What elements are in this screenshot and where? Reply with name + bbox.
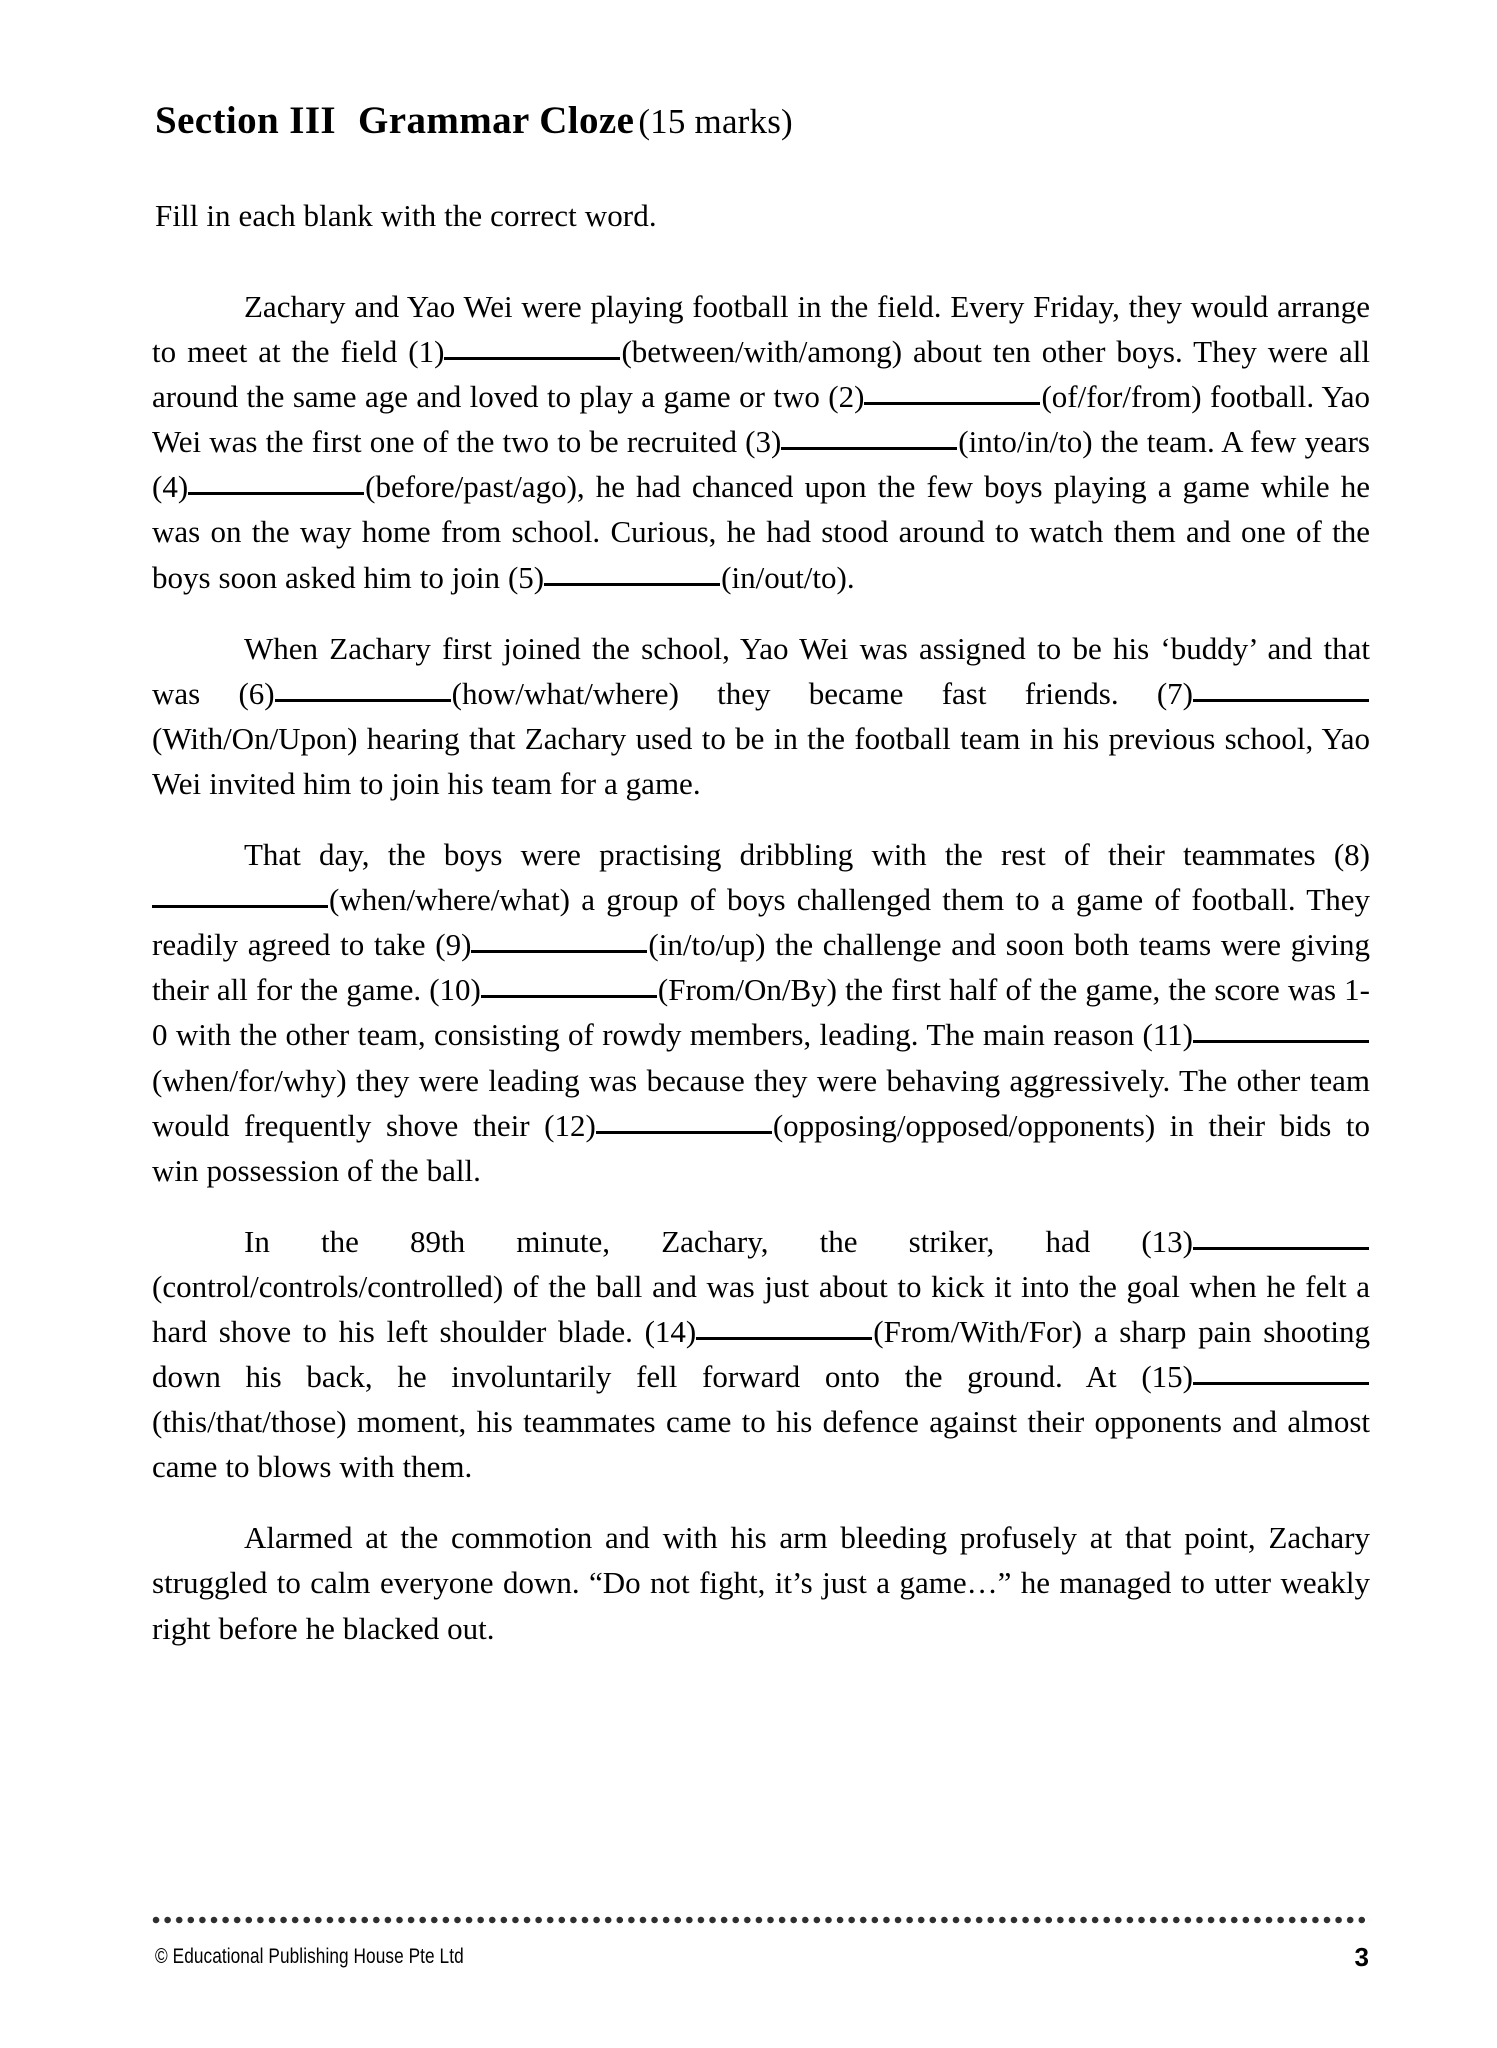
blank-number: (13) <box>1141 1223 1193 1259</box>
footer-copyright: © Educational Publishing House Pte Ltd <box>155 1945 464 1968</box>
answer-blank[interactable] <box>275 676 451 701</box>
answer-blank[interactable] <box>188 470 364 495</box>
answer-options: (how/what/where) <box>451 675 679 711</box>
passage-paragraph <box>152 626 1370 806</box>
passage-text: . <box>846 559 855 595</box>
blank-number: (11) <box>1142 1017 1193 1053</box>
answer-blank[interactable] <box>781 425 957 450</box>
section-marks: (15 marks) <box>638 102 793 141</box>
blank-number: (4) <box>152 469 189 505</box>
passage-paragraph <box>152 1219 1370 1490</box>
blank-number: (12) <box>544 1107 596 1143</box>
answer-options: (in/out/to) <box>721 559 847 595</box>
answer-options: (of/for/from) <box>1041 379 1202 415</box>
answer-blank[interactable] <box>1193 1224 1369 1249</box>
passage-text: the team. A few years <box>1092 424 1370 460</box>
passage-text: the first half of the game, the score was 1-0 with the other team, consisting of rowdy members, leading. The main reason <box>152 972 1370 1053</box>
passage-text: they were leading was because they were behaving aggressively. The other team would frequently shove their <box>152 1062 1370 1143</box>
answer-options: (when/for/why) <box>152 1062 347 1098</box>
footer-divider <box>152 1916 1370 1924</box>
blank-number: (15) <box>1141 1359 1193 1395</box>
passage-text: football. Yao Wei was the first one of the two to be recruited <box>152 379 1370 460</box>
blank-number: (1) <box>408 334 445 370</box>
blank-number: (2) <box>828 379 865 415</box>
answer-blank[interactable] <box>696 1315 872 1340</box>
passage-text: Alarmed at the commotion and with his arm bleeding profusely at that point, Zachary struggled to calm everyone down. “Do not fight, it’s just a game…” he managed to utter weakly right before he blacked out. <box>152 1520 1370 1646</box>
blank-number: (7) <box>1156 675 1193 711</box>
answer-options: (opposing/opposed/opponents) <box>772 1107 1156 1143</box>
passage-text: That day, the boys were practising dribbling with the rest of their teammates <box>244 837 1334 873</box>
passage-text: , he had chanced upon the few boys playing a game while he was on the way home from school. Curious, he had stood around to watch them and one of the boys soon asked him to join <box>152 469 1370 595</box>
answer-options: (this/that/those) <box>152 1404 347 1440</box>
passage-text: the challenge and soon both teams were giving their all for the game. <box>152 927 1371 1008</box>
answer-options: (when/where/what) <box>329 882 571 918</box>
passage-body <box>152 284 1370 1651</box>
answer-blank[interactable] <box>481 973 657 998</box>
passage-text: of the ball and was just about to kick it into the goal when he felt a hard shove to his left shoulder blade. <box>152 1268 1370 1349</box>
answer-blank[interactable] <box>471 928 647 953</box>
passage-text: Zachary and Yao Wei were playing football in the field. Every Friday, they would arrange to meet at the field <box>152 289 1370 370</box>
passage-text: a sharp pain shooting down his back, he involuntarily fell forward onto the ground. At <box>152 1313 1370 1395</box>
section-title: Grammar Cloze <box>358 99 635 142</box>
passage-text: moment, his teammates came to his defence against their opponents and almost came to blows with them. <box>152 1404 1370 1485</box>
blank-number: (5) <box>507 559 545 595</box>
answer-blank[interactable] <box>544 560 720 585</box>
blank-number: (8) <box>1333 837 1370 873</box>
blank-number: (14) <box>644 1313 697 1349</box>
answer-blank[interactable] <box>864 380 1040 405</box>
footer-page-number: 3 <box>1354 1942 1369 1972</box>
answer-blank[interactable] <box>1193 1360 1369 1385</box>
answer-options: (From/With/For) <box>873 1313 1083 1349</box>
blank-number: (6) <box>238 675 275 711</box>
answer-options: (From/On/By) <box>657 972 838 1008</box>
answer-options: (before/past/ago) <box>365 469 577 505</box>
answer-options: (control/controls/controlled) <box>152 1268 504 1304</box>
passage-text: in their bids to win possession of the ball. <box>152 1107 1370 1188</box>
answer-options: (between/with/among) <box>621 334 903 370</box>
answer-blank[interactable] <box>596 1108 772 1133</box>
answer-blank[interactable] <box>1193 676 1369 701</box>
passage-text: hearing that Zachary used to be in the football team in his previous school, Yao Wei invited him to join his team for a game. <box>152 720 1370 801</box>
answer-options: (in/to/up) <box>648 927 766 963</box>
passage-text: When Zachary first joined the school, Yao Wei was assigned to be his ‘buddy’ and that was <box>152 630 1370 711</box>
answer-blank[interactable] <box>1193 1018 1369 1043</box>
page-title <box>155 98 1375 143</box>
passage-text: In the 89th minute, Zachary, the striker, had <box>244 1223 1142 1259</box>
answer-options: (With/On/Upon) <box>152 720 358 756</box>
passage-text: about ten other boys. They were all around the same age and loved to play a game or two <box>152 334 1370 415</box>
answer-options: (into/in/to) <box>958 424 1093 460</box>
passage-paragraph <box>152 1515 1370 1650</box>
passage-paragraph <box>152 284 1370 600</box>
passage-text: they became fast friends. <box>678 675 1157 711</box>
passage-text: a group of boys challenged them to a game of football. They readily agreed to take <box>152 882 1370 963</box>
passage-paragraph <box>152 832 1370 1193</box>
blank-number: (10) <box>429 972 481 1008</box>
answer-blank[interactable] <box>152 883 328 908</box>
instruction-text: Fill in each blank with the correct word. <box>155 198 657 233</box>
blank-number: (3) <box>745 424 782 460</box>
section-label: Section III <box>155 99 337 142</box>
answer-blank[interactable] <box>444 335 620 360</box>
blank-number: (9) <box>435 927 472 963</box>
